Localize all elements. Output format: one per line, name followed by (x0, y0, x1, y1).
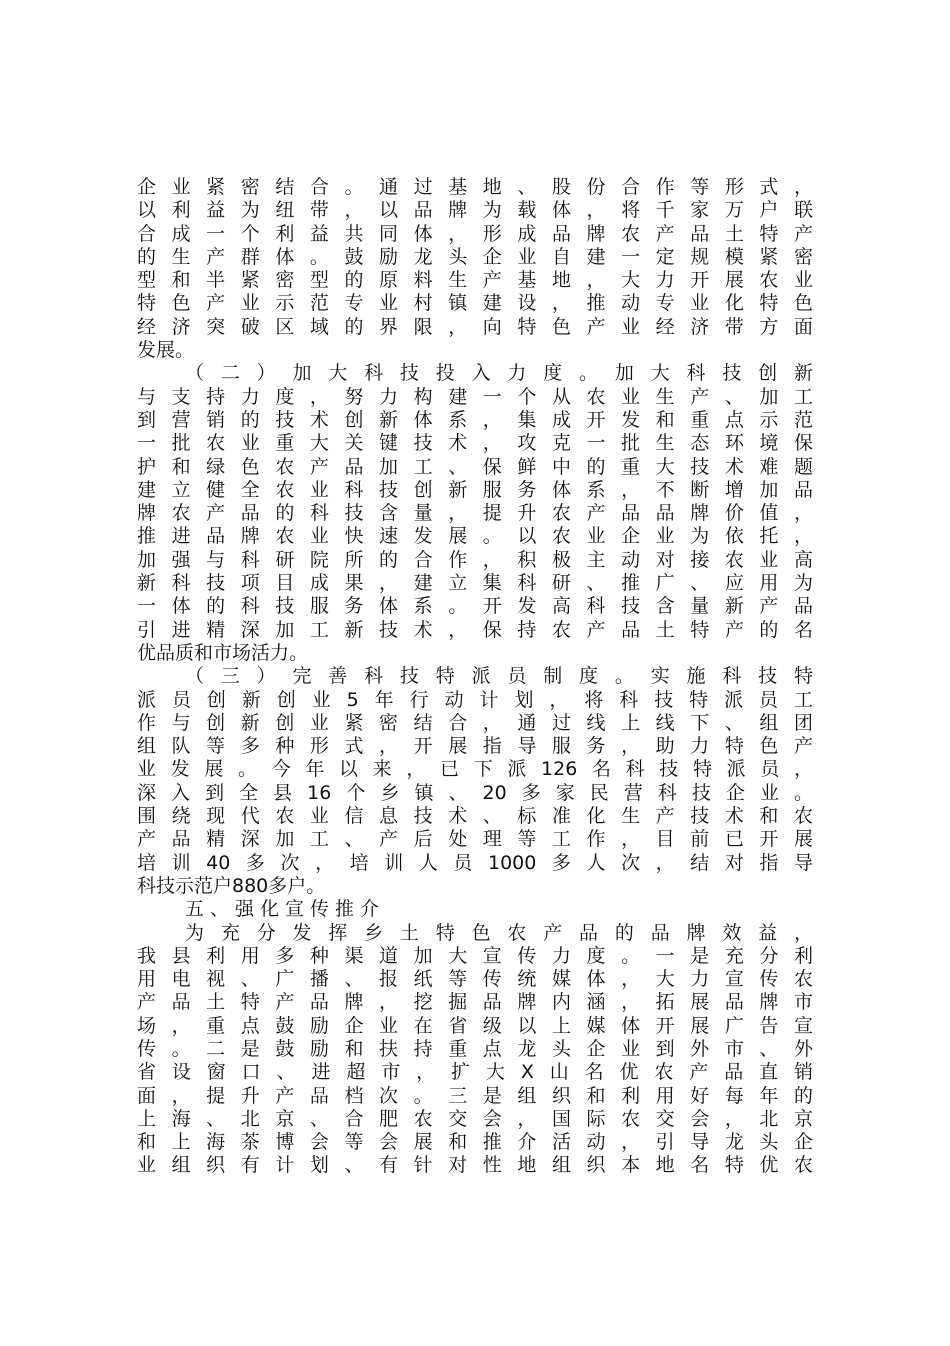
text-line: 护和绿色农产品加工、保鲜中的重大技术难题 (137, 455, 813, 478)
section-3-first-line: （三）完善科技特派员制度。实施科技特 (185, 665, 813, 688)
text-line: 省设窗口、进超市，扩大X山名优农产品直销 (137, 1061, 813, 1084)
text-line: 用电视、广播、报纸等传统媒体，大力宣传农 (137, 968, 813, 991)
text-line: 发展。 (137, 339, 195, 362)
text-line: 派员创新创业5年行动计划，将科技特派员工 (137, 688, 813, 711)
text-line: 牌农产品的科技含量，提升农产品品牌价值， (137, 502, 813, 525)
text-line: 围绕现代农业信息技术、标准化生产技术和农 (137, 805, 813, 828)
text-line: 传。二是鼓励和扶持重点龙头企业到外市、外 (137, 1037, 813, 1060)
text-line: 经济突破区域的界限，向特色产业经济带方面 (137, 315, 813, 338)
text-line: 合成一个利益共同体，形成品牌农产品土特产 (137, 222, 813, 245)
text-line: 科技示范户880多户。 (137, 874, 326, 897)
text-line: 推进品牌农业快速发展。以农业企业为依托， (137, 525, 813, 548)
text-line: 加强与科研院所的合作，积极主动对接农业高 (137, 548, 813, 571)
section-2-first-line: （二）加大科技投入力度。加大科技创新 (185, 362, 813, 385)
text-line: 组队等多种形式，开展指导服务，助力特色产 (137, 735, 813, 758)
text-line: 以利益为纽带，以品牌为载体，将千家万户联 (137, 199, 813, 222)
text-line: 培训40多次，培训人员1000多人次，结对指导 (137, 851, 813, 874)
text-line: 优品质和市场活力。 (137, 641, 309, 664)
text-line: 产品土特产品牌，挖掘品牌内涵，拓展品牌市 (137, 991, 813, 1014)
text-line: 场，重点鼓励企业在省级以上媒体开展广告宣 (137, 1014, 813, 1037)
text-line: 新科技项目成果，建立集科研、推广、应用为 (137, 572, 813, 595)
text-line: 深入到全县16个乡镇、20多家民营科技企业。 (137, 781, 813, 804)
text-line: 到营销的技术创新体系，集成开发和重点示范 (137, 408, 813, 431)
text-line: 与支持力度，努力构建一个从农业生产、加工 (137, 385, 813, 408)
text-line: 型和半紧密型的原料生产基地，大力开展农业 (137, 269, 813, 292)
text-line: 引进精深加工新技术，保持农产品土特产的名 (137, 618, 813, 641)
text-line: 一批农业重大关键技术，攻克一批生态环境保 (137, 432, 813, 455)
text-line: 业组织有计划、有针对性地组织本地名特优农 (137, 1154, 813, 1177)
text-line: 我县利用多种渠道加大宣传力度。一是充分利 (137, 944, 813, 967)
text-line: 和上海茶博会等会展和推介活动，引导龙头企 (137, 1131, 813, 1154)
text-line: 企业紧密结合。通过基地、股份合作等形式， (137, 176, 813, 198)
text-line: 作与创新创业紧密结合，通过线上线下、组团 (137, 711, 813, 734)
text-line: 建立健全农业科技创新服务体系，不断增加品 (137, 478, 813, 501)
text-line: 业发展。今年以来，已下派126名科技特派员， (137, 758, 813, 781)
text-line: 的生产群体。鼓励龙头企业自建一定规模紧密 (137, 245, 813, 268)
section-5-first-line: 为充分发挥乡土特色农产品的品牌效益， (185, 921, 813, 944)
text-line: 面，提升产品档次。三是组织和利用好每年的 (137, 1084, 813, 1107)
text-line: 上海、北京、合肥农交会，国际农交会，北京 (137, 1107, 813, 1130)
body-text (137, 176, 813, 1178)
text-line: 特色产业示范专业村镇建设，推动专业化特色 (137, 292, 813, 315)
section-heading: 五、强化宣传推介 (185, 898, 386, 921)
text-line: 产品精深加工、产后处理等工作，目前已开展 (137, 828, 813, 851)
text-line: 一体的科技服务体系。开发高科技含量新产品 (137, 595, 813, 618)
